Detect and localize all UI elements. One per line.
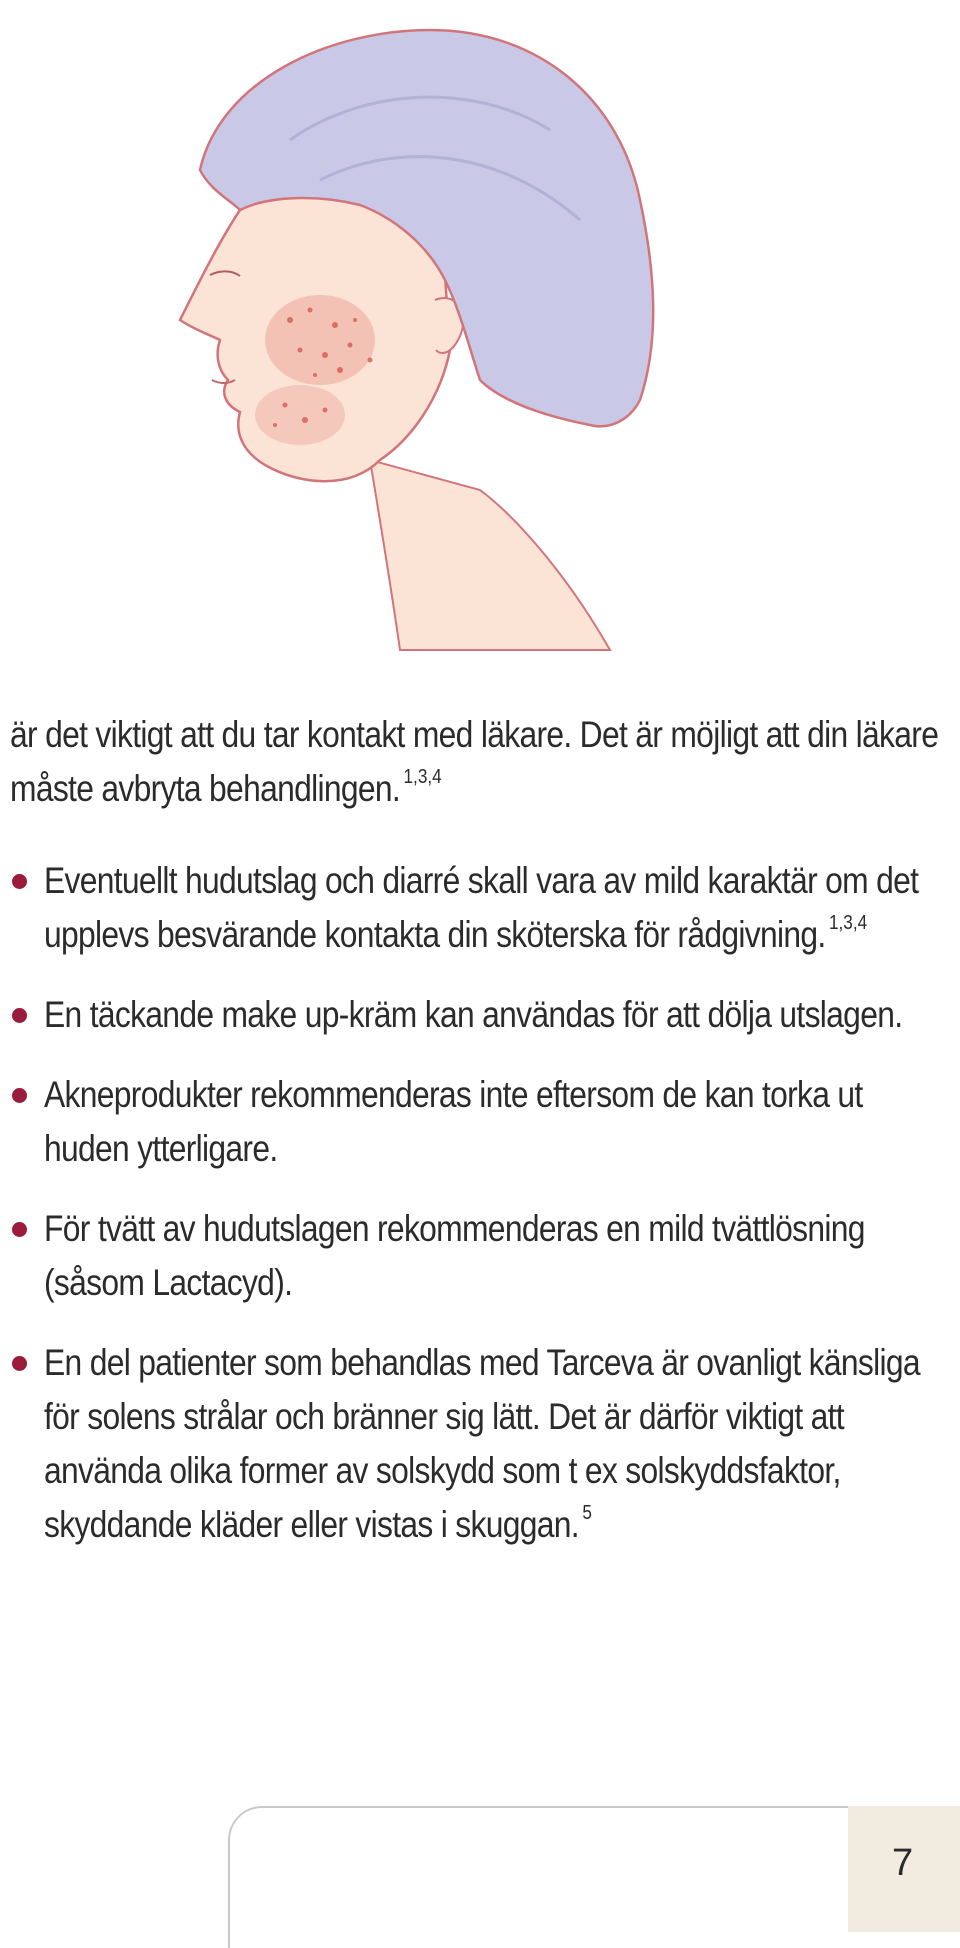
list-item [10, 988, 940, 1042]
advice-list [10, 854, 940, 1552]
reference: 1,3,4 [828, 912, 868, 934]
woman-profile-with-facial-rash-icon [140, 20, 720, 660]
intro-text: är det viktigt att du tar kontakt med läkare. Det är möjligt att din läkare måste avbryta behandlingen. [10, 714, 939, 809]
list-item-text: En täckande make up-kräm kan användas för att dölja utslagen. [44, 994, 903, 1035]
body-text [10, 708, 940, 1578]
list-item-text: Eventuellt hudutslag och diarré skall vara av mild karaktär om det upplevs besvärande kontakta din sköterska för rådgivning. [44, 860, 919, 955]
page-number: 7 [892, 1842, 914, 1884]
list-item [10, 1202, 940, 1310]
woman-profile-illustration [140, 20, 720, 660]
list-item-text: Akneprodukter rekommenderas inte eftersom de kan torka ut huden ytterligare. [44, 1074, 863, 1169]
list-item [10, 854, 940, 962]
bullet-icon [12, 1008, 27, 1023]
bullet-icon [12, 874, 27, 889]
footer-frame [228, 1806, 850, 1948]
bullet-icon [12, 1222, 27, 1237]
reference: 5 [582, 1502, 592, 1524]
list-item-text: För tvätt av hudutslagen rekommenderas en mild tvättlösning (såsom Lactacyd). [44, 1208, 865, 1303]
list-item [10, 1068, 940, 1176]
reference: 1,3,4 [403, 766, 442, 788]
list-item [10, 1336, 940, 1552]
bullet-icon [12, 1356, 27, 1371]
bullet-icon [12, 1088, 27, 1103]
list-item-text: En del patienter som behandlas med Tarceva är ovanligt känsliga för solens strålar och bränner sig lätt. Det är därför viktigt att använda olika former av solskydd som t ex solskyddsfaktor, skyddande kläder eller vistas i skuggan. [44, 1342, 920, 1545]
intro-paragraph [10, 708, 939, 816]
